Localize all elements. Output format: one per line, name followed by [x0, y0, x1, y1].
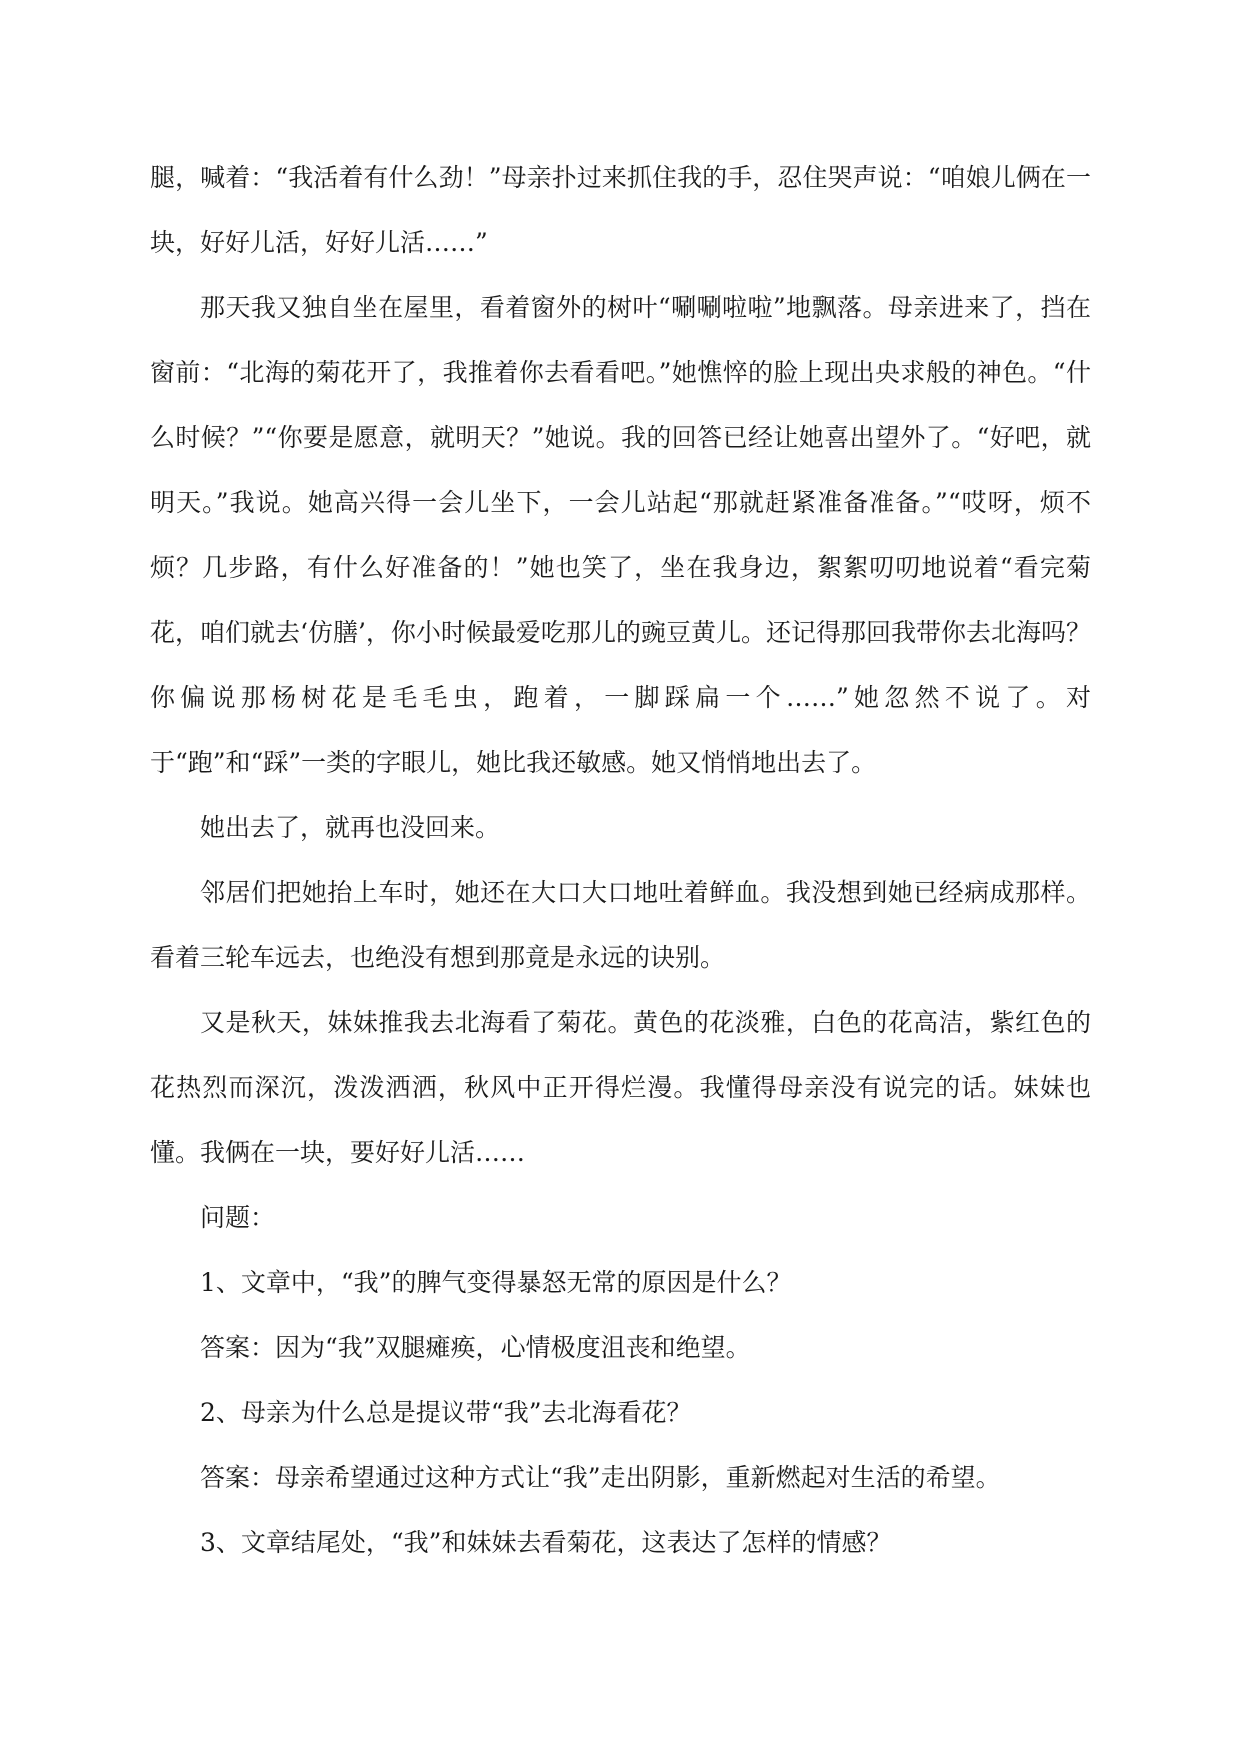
- document-body: [150, 145, 1091, 1575]
- question-1: 1、文章中，“我”的脾气变得暴怒无常的原因是什么？: [200, 1268, 792, 1297]
- paragraph-neighbors: 邻居们把她抬上车时，她还在大口大口地吐着鲜血。我没想到她已经病成那样。看着三轮车远去，也绝没有想到那竟是永远的诀别。: [150, 878, 1091, 972]
- question-2: 2、母亲为什么总是提议带“我”去北海看花？: [200, 1398, 692, 1427]
- paragraph-mother-proposal: 那天我又独自坐在屋里，看着窗外的树叶“唰唰啦啦”地飘落。母亲进来了，挡在窗前：“北海的菊花开了，我推着你去看看吧。”她憔悴的脸上现出央求般的神色。“什么时候？”“你要是愿意，就明天？”她说。我的回答已经让她喜出望外了。“好吧，就明天。”我说。她高兴得一会儿坐下，一会儿站起“那就赶紧准备准备。”“哎呀，烦不烦？几步路，有什么好准备的！”她也笑了，坐在我身边，絮絮叨叨地说着“看完菊花，咱们就去‘仿膳’，你小时候最爱吃那儿的豌豆黄儿。还记得那回我带你去北海吗？你偏说那杨树花是毛毛虫，跑着，一脚踩扁一个……”她忽然不说了。对于“跑”和“踩”一类的字眼儿，她比我还敏感。她又悄悄地出去了。: [150, 293, 1091, 777]
- answer-1: 答案：因为“我”双腿瘫痪，心情极度沮丧和绝望。: [200, 1333, 751, 1362]
- answer-2: 答案：母亲希望通过这种方式让“我”走出阴影，重新燃起对生活的希望。: [200, 1463, 1001, 1492]
- questions-heading: 问题：: [200, 1203, 276, 1232]
- paragraph-continued: 腿，喊着：“我活着有什么劲！”母亲扑过来抓住我的手，忍住哭声说：“咱娘儿俩在一块，好好儿活，好好儿活……”: [150, 163, 1091, 257]
- paragraph-never-returned: 她出去了，就再也没回来。: [200, 813, 501, 842]
- paragraph-autumn: 又是秋天，妹妹推我去北海看了菊花。黄色的花淡雅，白色的花高洁，紫红色的花热烈而深沉，泼泼洒洒，秋风中正开得烂漫。我懂得母亲没有说完的话。妹妹也懂。我俩在一块，要好好儿活……: [150, 1008, 1091, 1167]
- question-3: 3、文章结尾处，“我”和妹妹去看菊花，这表达了怎样的情感？: [200, 1528, 892, 1557]
